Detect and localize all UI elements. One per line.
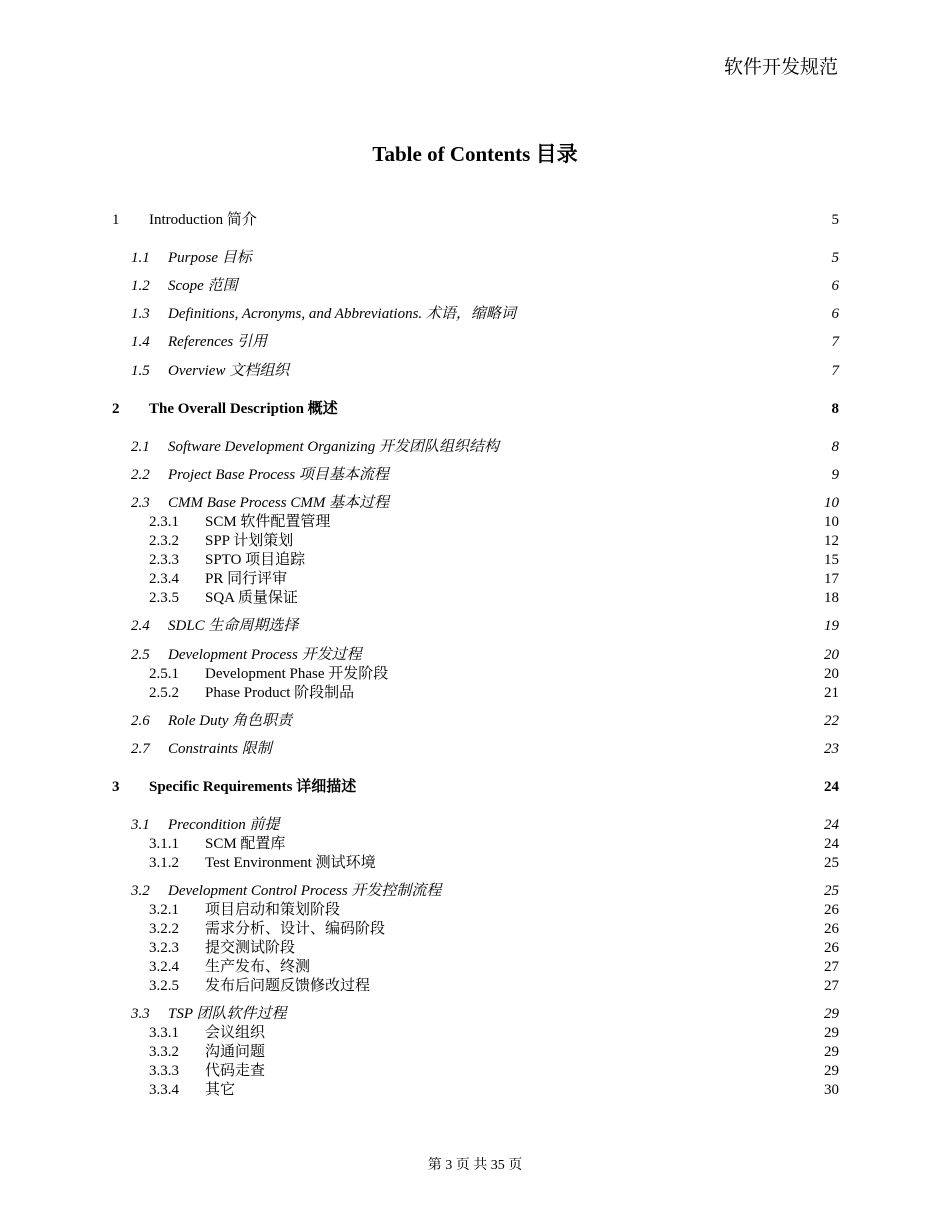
toc-entry-title[interactable]: Purpose 目标 <box>168 250 252 266</box>
toc-entry-page: 7 <box>831 334 839 350</box>
toc-entry-number: 2 <box>112 401 120 417</box>
toc-entry-title[interactable]: 发布后问题反馈修改过程 <box>205 978 371 994</box>
toc-entry[interactable] <box>112 852 839 874</box>
toc-entry-page: 29 <box>824 1044 839 1060</box>
toc-entry-page: 24 <box>824 817 839 833</box>
toc-entry-title[interactable]: 需求分析、设计、编码阶段 <box>205 921 386 937</box>
toc-entry-title[interactable]: 项目启动和策划阶段 <box>205 902 341 918</box>
toc-entry-page: 20 <box>824 647 839 663</box>
toc-entry[interactable] <box>112 464 839 486</box>
toc-entry-number: 2.6 <box>131 713 150 729</box>
toc-entry-number: 1.4 <box>131 334 150 350</box>
toc-entry-number: 3.3.2 <box>149 1044 179 1060</box>
toc-entry[interactable] <box>112 975 839 997</box>
toc-entry-title[interactable]: Specific Requirements 详细描述 <box>149 779 357 795</box>
toc-entry-number: 2.2 <box>131 467 150 483</box>
toc-entry-title[interactable]: 生产发布、终测 <box>205 959 311 975</box>
toc-entry-number: 2.5.2 <box>149 685 179 701</box>
toc-entry-number: 3.3 <box>131 1006 150 1022</box>
toc-entry-page: 22 <box>824 713 839 729</box>
toc-entry-page: 7 <box>831 363 839 379</box>
toc-entry-page: 10 <box>824 514 839 530</box>
toc-entry-title[interactable]: 其它 <box>205 1082 236 1098</box>
toc-entry-title[interactable]: PR 同行评审 <box>205 571 288 587</box>
toc-entry-number: 3.2.5 <box>149 978 179 994</box>
toc-entry-number: 3.1 <box>131 817 150 833</box>
toc-entry-page: 15 <box>824 552 839 568</box>
toc-entry-number: 1.2 <box>131 278 150 294</box>
toc-entry[interactable] <box>112 275 839 297</box>
toc-entry-title[interactable]: SCM 软件配置管理 <box>205 514 331 530</box>
toc-entry-page: 20 <box>824 666 839 682</box>
toc-entry-page: 8 <box>831 401 839 417</box>
toc-entry-title[interactable]: SQA 质量保证 <box>205 590 298 606</box>
toc-entry-title[interactable]: 沟通问题 <box>205 1044 266 1060</box>
toc-entry-number: 1 <box>112 212 120 228</box>
toc-entry-number: 3.3.1 <box>149 1025 179 1041</box>
toc-entry-title[interactable]: The Overall Description 概述 <box>149 401 338 417</box>
toc-entry-number: 2.3 <box>131 495 150 511</box>
toc-entry-page: 6 <box>831 306 839 322</box>
toc-entry-title[interactable]: CMM Base Process CMM 基本过程 <box>168 495 390 511</box>
toc-entry-number: 1.1 <box>131 250 150 266</box>
toc-entry-page: 10 <box>824 495 839 511</box>
toc-entry-page: 27 <box>824 978 839 994</box>
toc-entry[interactable] <box>112 710 839 732</box>
toc-entry[interactable] <box>112 615 839 637</box>
toc-entry[interactable] <box>112 436 839 458</box>
toc-entry-number: 2.3.4 <box>149 571 179 587</box>
toc-entry[interactable] <box>112 398 839 420</box>
toc-entry-number: 3.2.4 <box>149 959 179 975</box>
toc-entry-page: 24 <box>824 779 839 795</box>
toc-entry-page: 12 <box>824 533 839 549</box>
toc-entry-page: 21 <box>824 685 839 701</box>
toc-entry-title[interactable]: Test Environment 测试环境 <box>205 855 376 871</box>
toc-entry-title[interactable]: Project Base Process 项目基本流程 <box>168 467 389 483</box>
toc-entry-number: 2.7 <box>131 741 150 757</box>
toc-entry[interactable] <box>112 331 839 353</box>
toc-entry[interactable] <box>112 776 839 798</box>
toc-entry[interactable] <box>112 247 839 269</box>
toc-entry-page: 5 <box>831 212 839 228</box>
toc-entry-number: 3.2.2 <box>149 921 179 937</box>
toc-entry-number: 2.5.1 <box>149 666 179 682</box>
toc-entry-page: 19 <box>824 618 839 634</box>
toc-entry-title[interactable]: Development Process 开发过程 <box>168 647 362 663</box>
toc-entry-title[interactable]: Precondition 前提 <box>168 817 280 833</box>
toc-entry-page: 29 <box>824 1006 839 1022</box>
toc-entry-number: 2.5 <box>131 647 150 663</box>
toc-entry-title[interactable]: Scope 范围 <box>168 278 238 294</box>
toc-entry-title[interactable]: SPP 计划策划 <box>205 533 294 549</box>
toc-entry-page: 8 <box>831 439 839 455</box>
toc-entry[interactable] <box>112 303 839 325</box>
toc-entry-number: 2.1 <box>131 439 150 455</box>
toc-entry-page: 25 <box>824 883 839 899</box>
toc-entry-page: 24 <box>824 836 839 852</box>
toc-entry-title[interactable]: 提交测试阶段 <box>205 940 296 956</box>
toc-entry-number: 2.4 <box>131 618 150 634</box>
toc-entry-page: 29 <box>824 1025 839 1041</box>
toc-entry-page: 26 <box>824 902 839 918</box>
toc-entry-number: 2.3.2 <box>149 533 179 549</box>
toc-entry-page: 26 <box>824 940 839 956</box>
toc-entry-number: 3 <box>112 779 120 795</box>
toc-entry-number: 3.2.3 <box>149 940 179 956</box>
toc-entry-number: 3.1.2 <box>149 855 179 871</box>
toc-entry[interactable] <box>112 587 839 609</box>
page-title: Table of Contents 目录 <box>372 142 578 166</box>
toc-entry-page: 9 <box>831 467 839 483</box>
toc-entry-number: 3.2 <box>131 883 150 899</box>
toc-entry-page: 30 <box>824 1082 839 1098</box>
toc-entry[interactable] <box>112 360 839 382</box>
toc-entry-title[interactable]: References 引用 <box>168 334 267 350</box>
toc-entry-page: 23 <box>824 741 839 757</box>
toc-entry-number: 2.3.5 <box>149 590 179 606</box>
toc-entry-page: 29 <box>824 1063 839 1079</box>
toc-entry-title[interactable]: SDLC 生命周期选择 <box>168 618 299 634</box>
toc-entry-number: 3.3.4 <box>149 1082 179 1098</box>
toc-entry-title[interactable]: 代码走查 <box>205 1063 266 1079</box>
toc-entry-title[interactable]: SCM 配置库 <box>205 836 286 852</box>
toc-entry-number: 1.5 <box>131 363 150 379</box>
toc-entry-number: 1.3 <box>131 306 150 322</box>
toc-entry-page: 18 <box>824 590 839 606</box>
toc-entry-number: 2.3.3 <box>149 552 179 568</box>
toc-entry[interactable] <box>112 209 839 231</box>
toc-entry-title[interactable]: TSP 团队软件过程 <box>168 1006 287 1022</box>
toc-entry-title[interactable]: Constraints 限制 <box>168 741 272 757</box>
toc-entry-page: 27 <box>824 959 839 975</box>
toc-entry-title[interactable]: Development Phase 开发阶段 <box>205 666 389 682</box>
toc-entry[interactable] <box>112 738 839 760</box>
toc-entry-title[interactable]: Introduction 简介 <box>149 212 257 228</box>
toc-entry-title[interactable]: Software Development Organizing 开发团队组织结构 <box>168 439 499 455</box>
toc-entry-page: 25 <box>824 855 839 871</box>
toc-entry-number: 3.3.3 <box>149 1063 179 1079</box>
page-footer: 第 3 页 共 35 页 <box>427 1158 523 1173</box>
toc-entry-number: 2.3.1 <box>149 514 179 530</box>
header-doc-title: 软件开发规范 <box>723 57 838 78</box>
toc-entry-title[interactable]: Overview 文档组织 <box>168 363 290 379</box>
toc-entry-number: 3.1.1 <box>149 836 179 852</box>
toc-entry-title[interactable]: Role Duty 角色职责 <box>168 713 293 729</box>
toc-entry[interactable] <box>112 1079 839 1101</box>
toc-entry-number: 3.2.1 <box>149 902 179 918</box>
toc-entry-title[interactable]: Definitions, Acronyms, and Abbreviations. 术语，缩略词 <box>168 306 516 322</box>
toc-entry-page: 6 <box>831 278 839 294</box>
toc-entry[interactable] <box>112 682 839 704</box>
toc-entry-title[interactable]: SPTO 项目追踪 <box>205 552 306 568</box>
toc-entry-title[interactable]: Development Control Process 开发控制流程 <box>168 883 442 899</box>
table-of-contents <box>112 0 839 1230</box>
toc-entry-page: 26 <box>824 921 839 937</box>
toc-entry-page: 17 <box>824 571 839 587</box>
toc-entry-title[interactable]: 会议组织 <box>205 1025 266 1041</box>
toc-entry-title[interactable]: Phase Product 阶段制品 <box>205 685 355 701</box>
toc-entry-page: 5 <box>831 250 839 266</box>
